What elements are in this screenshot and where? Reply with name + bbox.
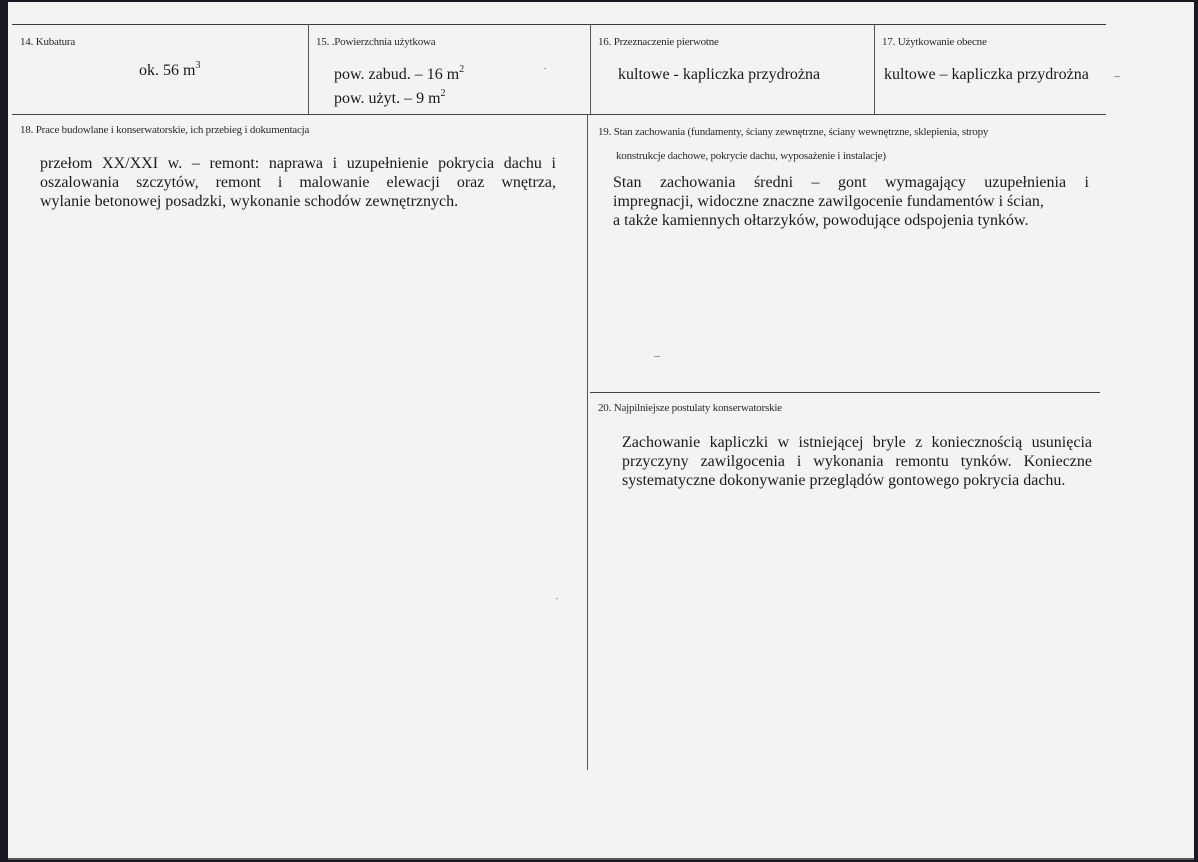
field-20-line: systematyczne dokonywanie przeglądów gontowego pokrycia dachu. — [622, 472, 1066, 489]
table-top-border — [12, 24, 1106, 25]
f14-f15-divider — [308, 24, 309, 114]
scan-speck — [654, 356, 660, 357]
field-15-line2 — [334, 90, 446, 108]
field-15-line1 — [334, 66, 464, 84]
field-18-line: przełom XX/XXI w. – remont: naprawa i uzupełnienie pokrycia dachu i — [40, 155, 556, 172]
field-17-value: kultowe – kapliczka przydrożna — [884, 66, 1089, 83]
f15-f16-divider — [590, 24, 591, 114]
field-15-label: 15. .Powierzchnia użytkowa — [316, 36, 436, 48]
field-17-label: 17. Użytkowanie obecne — [882, 36, 987, 48]
field-19-label-cont: konstrukcje dachowe, pokrycie dachu, wyposażenie i instalacje) — [616, 150, 886, 162]
scan-speck — [1114, 76, 1120, 77]
scan-speck — [556, 598, 558, 599]
field-18-text — [40, 154, 556, 211]
f19-f20-divider — [590, 392, 1100, 393]
kubatura-unit-exponent: 3 — [195, 60, 201, 71]
field-20-label: 20. Najpilniejsze postulaty konserwatorskie — [598, 402, 782, 414]
f18-f19-divider — [587, 114, 588, 770]
field-16-value: kultowe - kapliczka przydrożna — [618, 66, 821, 83]
field-18-line: wylanie betonowej posadzki, wykonanie schodów zewnętrznych. — [40, 193, 459, 210]
field-19-line: Stan zachowania średni – gont wymagający uzupełnienia i — [613, 174, 1089, 191]
f16-f17-divider — [874, 24, 875, 114]
field-19-line: a także kamiennych ołtarzyków, powodujące odspojenia tynków. — [613, 212, 1029, 229]
field-14-value — [139, 62, 200, 80]
pow-zabud-exponent: 2 — [459, 64, 465, 75]
field-18-line: oszalowania szczytów, remont i malowanie elewacji oraz wnętrza, — [40, 174, 556, 191]
field-18-label: 18. Prace budowlane i konserwatorskie, ich przebieg i dokumentacja — [20, 124, 310, 136]
field-19-text — [613, 173, 1089, 230]
row1-bottom-border — [12, 114, 1106, 115]
pow-uzyt-exponent: 2 — [440, 88, 446, 99]
field-20-line: Zachowanie kapliczki w istniejącej bryle z koniecznością usunięcia — [622, 434, 1092, 451]
kubatura-value: ok. 56 m — [139, 62, 196, 79]
pow-zabud-value: pow. zabud. – 16 m — [334, 66, 460, 83]
field-20-line: przyczyny zawilgocenia i wykonania remontu tynków. Konieczne — [622, 453, 1092, 470]
field-16-label: 16. Przeznaczenie pierwotne — [598, 36, 719, 48]
field-19-line: impregnacji, widoczne znaczne zawilgocenie fundamentów i ścian, — [613, 193, 1044, 210]
scan-speck — [544, 68, 546, 69]
field-19-label: 19. Stan zachowania (fundamenty, ściany zewnętrzne, ściany wewnętrzne, sklepienia, stropy — [598, 126, 989, 138]
pow-uzyt-value: pow. użyt. – 9 m — [334, 90, 441, 107]
field-20-text — [622, 433, 1092, 490]
field-14-label: 14. Kubatura — [20, 36, 76, 48]
scanned-record-card — [8, 2, 1194, 860]
